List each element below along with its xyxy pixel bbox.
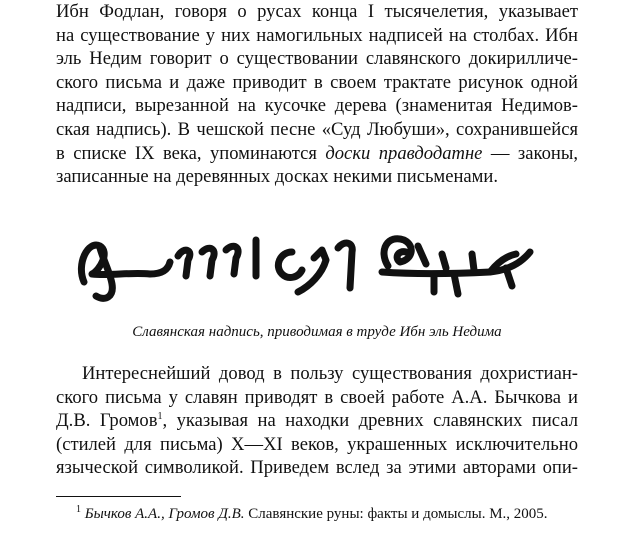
text-run: в списке IX века, упоминаются [56,142,326,164]
inscription-glyph [384,239,411,266]
paragraph-line [56,409,578,433]
paragraph-line: на существование у них намогильных надписей на столбах. Ибн [56,24,578,46]
paragraph-line: эль Недим говорит о существовании славянского докирилличе- [56,48,578,70]
paragraph-line: языческой символикой. Приведем вслед за этими авторами опи- [56,457,578,479]
inscription-glyph [202,248,214,276]
text-run: Д.В. Громов [56,410,158,432]
paragraph-line: (стилей для письма) X—XI веков, украшенных исключительно [56,433,578,455]
inscription-glyph [278,252,302,277]
paragraph-line [56,142,578,166]
paragraph-line: Ибн Фодлан, говоря о русах конца I тысячелетия, указывает [56,1,578,22]
inscription-glyph [81,245,170,282]
paragraph-line: ского письма и даже приводит в своем трактате рисунок одной [56,71,578,93]
footnote [76,505,548,523]
paragraph-line: ская надпись). В чешской песне «Суд Любуши», сохранившейся [56,118,578,140]
paragraph-line: записанные на деревянных досках некими письменами. [56,166,499,188]
inscription-glyph [506,268,512,286]
footnote-reference: 1 [157,411,163,422]
paragraph-line: надписи, вырезанной на кусочке дерева (знаменитая Недимов- [56,95,578,117]
inscription-glyph [418,246,426,264]
footnote-number: 1 [76,504,81,515]
inscription-glyph [226,246,238,274]
text-run: , указывая на находки древних славянских писал [162,410,578,432]
inscription-glyph [472,254,474,270]
paragraph-line: Интереснейший довод в пользу существования дохристиан- [82,363,578,384]
inscription-glyph [338,243,352,288]
paragraph-bychkova-gromov [56,362,578,480]
footnote-authors: Бычков А.А., Громов Д.В. [84,506,245,522]
slavic-inscription-figure [70,212,540,312]
italic-term: доски правдодатне [325,142,483,164]
footnote-title: Славянские руны: факты и домыслы. М., 2005. [244,506,548,522]
paragraph-line: ского письма у славян приводят в своей работе А.А. Бычкова и [56,386,578,408]
figure-caption: Славянская надпись, приводимая в труде Ибн эль Недима [132,324,502,340]
inscription-glyph [442,254,446,268]
inscription-glyph [178,250,190,276]
footnote-divider [56,496,181,497]
inscription-glyph [454,274,458,294]
paragraph-ibn-fadlan [56,0,578,189]
text-run: — законы, [482,142,578,164]
